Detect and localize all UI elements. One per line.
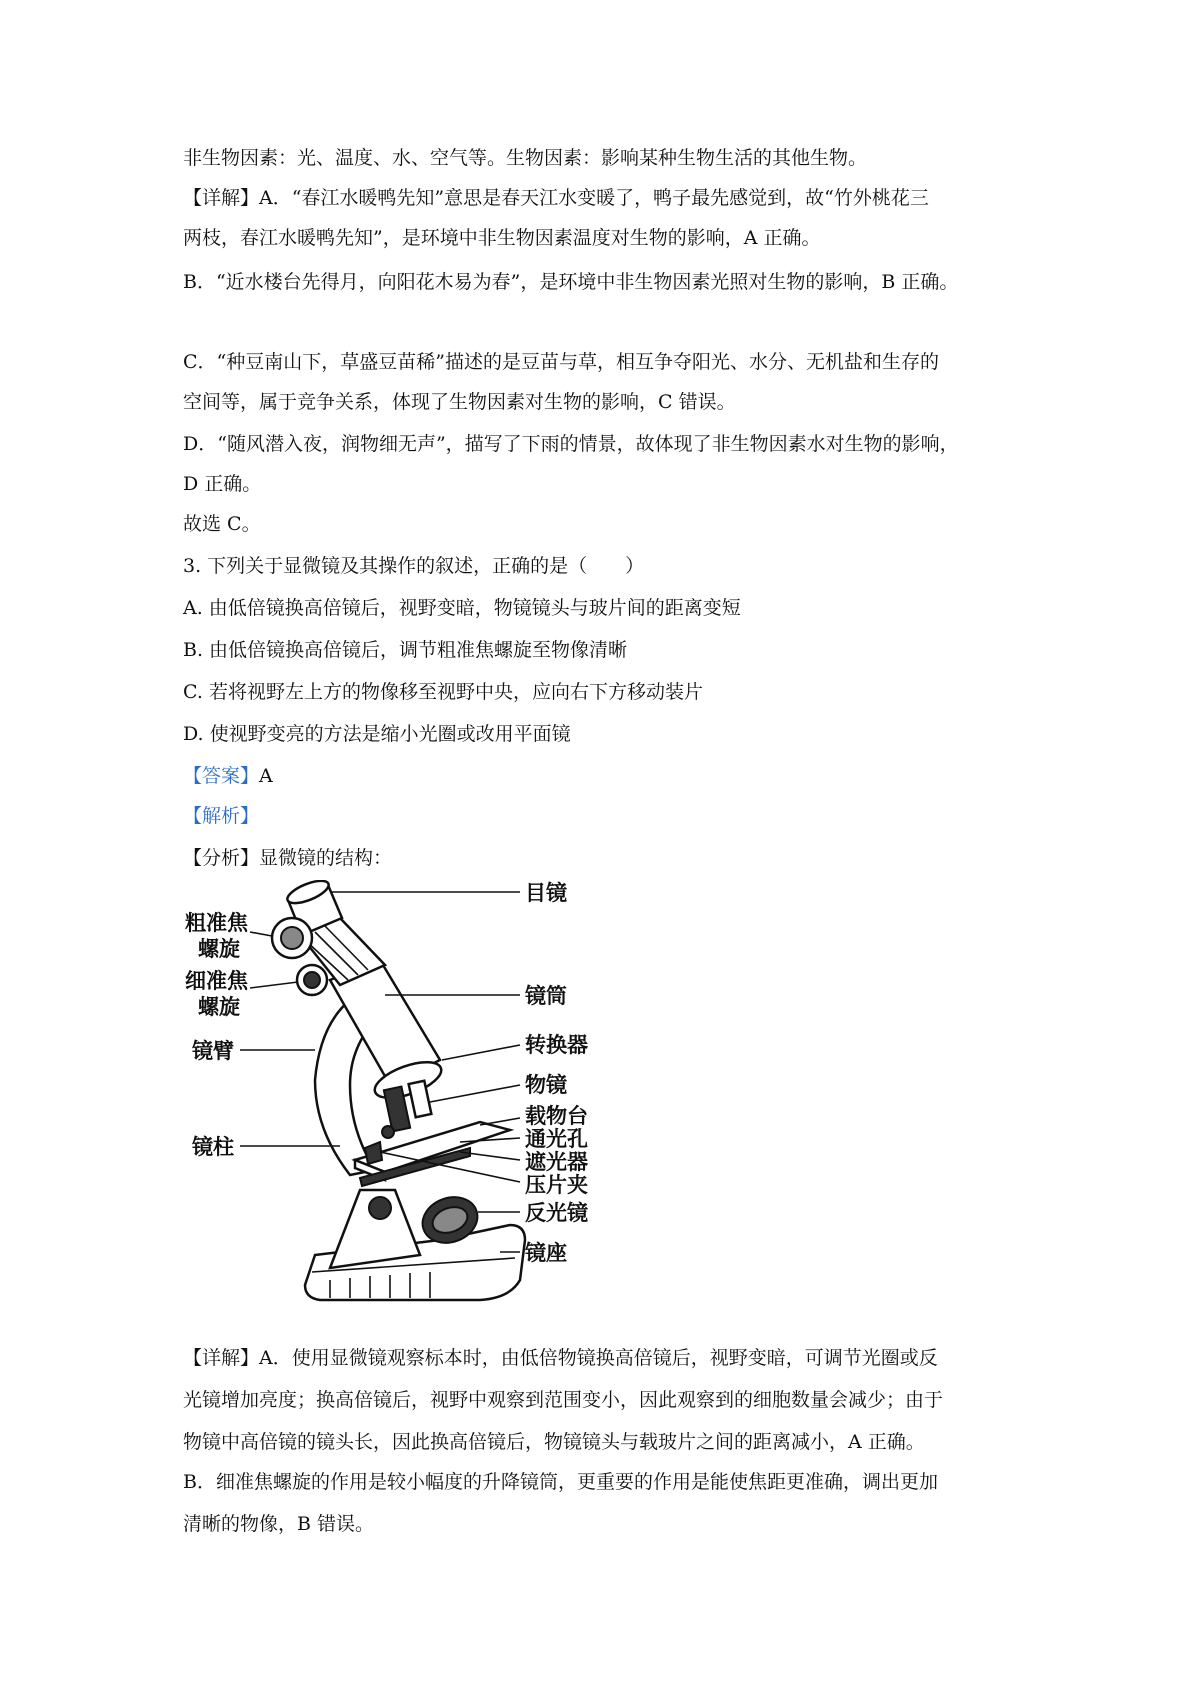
pillar-joint (369, 1197, 391, 1219)
leader-coarse (250, 932, 272, 936)
label-nosepiece: 转换器 (525, 1033, 588, 1057)
leader-fine (250, 982, 298, 988)
label-clip: 压片夹 (525, 1173, 588, 1197)
label-tube: 镜筒 (525, 984, 567, 1008)
label-eyepiece: 目镜 (525, 881, 567, 905)
question-3: 3. 下列关于显微镜及其操作的叙述，正确的是（ ） (183, 555, 645, 577)
detail-line: 【详解】A．使用显微镜观察标本时，由低倍物镜换高倍镜后，视野变暗，可调节光圈或反 (183, 1347, 938, 1369)
leader-stage (480, 1118, 520, 1125)
option-a: A. 由低倍镜换高倍镜后，视野变暗，物镜镜头与玻片间的距离变短 (183, 597, 741, 619)
option-c: C. 若将视野左上方的物像移至视野中央，应向右下方移动装片 (183, 681, 703, 703)
answer-tag: 【答案】 (183, 765, 260, 787)
detail-line: 物镜中高倍镜的镜头长，因此换高倍镜后，物镜镜头与载玻片之间的距离减小，A 正确。 (183, 1431, 925, 1453)
text-line: 两枝，春江水暖鸭先知”，是环境中非生物因素温度对生物的影响，A 正确。 (183, 227, 821, 249)
text-line: D 正确。 (183, 473, 262, 495)
text-line: 非生物因素：光、温度、水、空气等。生物因素：影响某种生物生活的其他生物。 (183, 147, 868, 169)
label-fine-1: 细准焦 (185, 969, 248, 993)
option-b: B. 由低倍镜换高倍镜后，调节粗准焦螺旋至物像清晰 (183, 639, 628, 661)
label-pillar: 镜柱 (192, 1135, 234, 1159)
label-diaphragm: 遮光器 (525, 1150, 588, 1174)
text-line: 空间等，属于竞争关系，体现了生物因素对生物的影响，C 错误。 (183, 391, 736, 413)
label-arm: 镜臂 (192, 1039, 234, 1063)
microscope-diagram (180, 880, 660, 1320)
leader-nosepiece (442, 1045, 520, 1060)
detail-line: 清晰的物像，B 错误。 (183, 1513, 375, 1535)
label-fine-2: 螺旋 (198, 995, 240, 1019)
text-line: 【详解】A．“春江水暖鸭先知”意思是春天江水变暖了，鸭子最先感觉到，故“竹外桃花三 (183, 187, 929, 209)
coarse-knob-core (281, 927, 303, 949)
label-objective: 物镜 (525, 1073, 567, 1097)
clip-screw (382, 1126, 394, 1138)
text-line: 故选 C。 (183, 513, 261, 535)
label-mirror: 反光镜 (525, 1201, 588, 1225)
text-line: D．“随风潜入夜，润物细无声”，描写了下雨的情景，故体现了非生物因素水对生物的影响， (183, 433, 959, 455)
detail-line: B．细准焦螺旋的作用是较小幅度的升降镜筒，更重要的作用是能使焦距更准确，调出更加 (183, 1471, 938, 1493)
stage-clip (365, 1142, 382, 1164)
leader-objective (430, 1085, 520, 1102)
label-base: 镜座 (525, 1241, 567, 1265)
label-stage: 载物台 (525, 1104, 588, 1128)
label-coarse-1: 粗准焦 (185, 911, 248, 935)
answer-line (183, 764, 273, 788)
analysis-intro: 【分析】显微镜的结构： (183, 847, 393, 869)
label-aperture: 通光孔 (525, 1127, 588, 1151)
answer-value: A (259, 765, 273, 787)
label-coarse-2: 螺旋 (198, 937, 240, 961)
analysis-tag: 【解析】 (183, 805, 260, 827)
text-line: C．“种豆南山下，草盛豆苗稀”描述的是豆苗与草，相互争夺阳光、水分、无机盐和生存的 (183, 351, 939, 373)
option-d: D. 使视野变亮的方法是缩小光圈或改用平面镜 (183, 723, 571, 745)
fine-knob-core (304, 972, 320, 988)
text-line: B．“近水楼台先得月，向阳花木易为春”，是环境中非生物因素光照对生物的影响，B 正确。 (183, 271, 959, 293)
detail-line: 光镜增加亮度；换高倍镜后，视野中观察到范围变小，因此观察到的细胞数量会减少；由于 (183, 1389, 944, 1411)
